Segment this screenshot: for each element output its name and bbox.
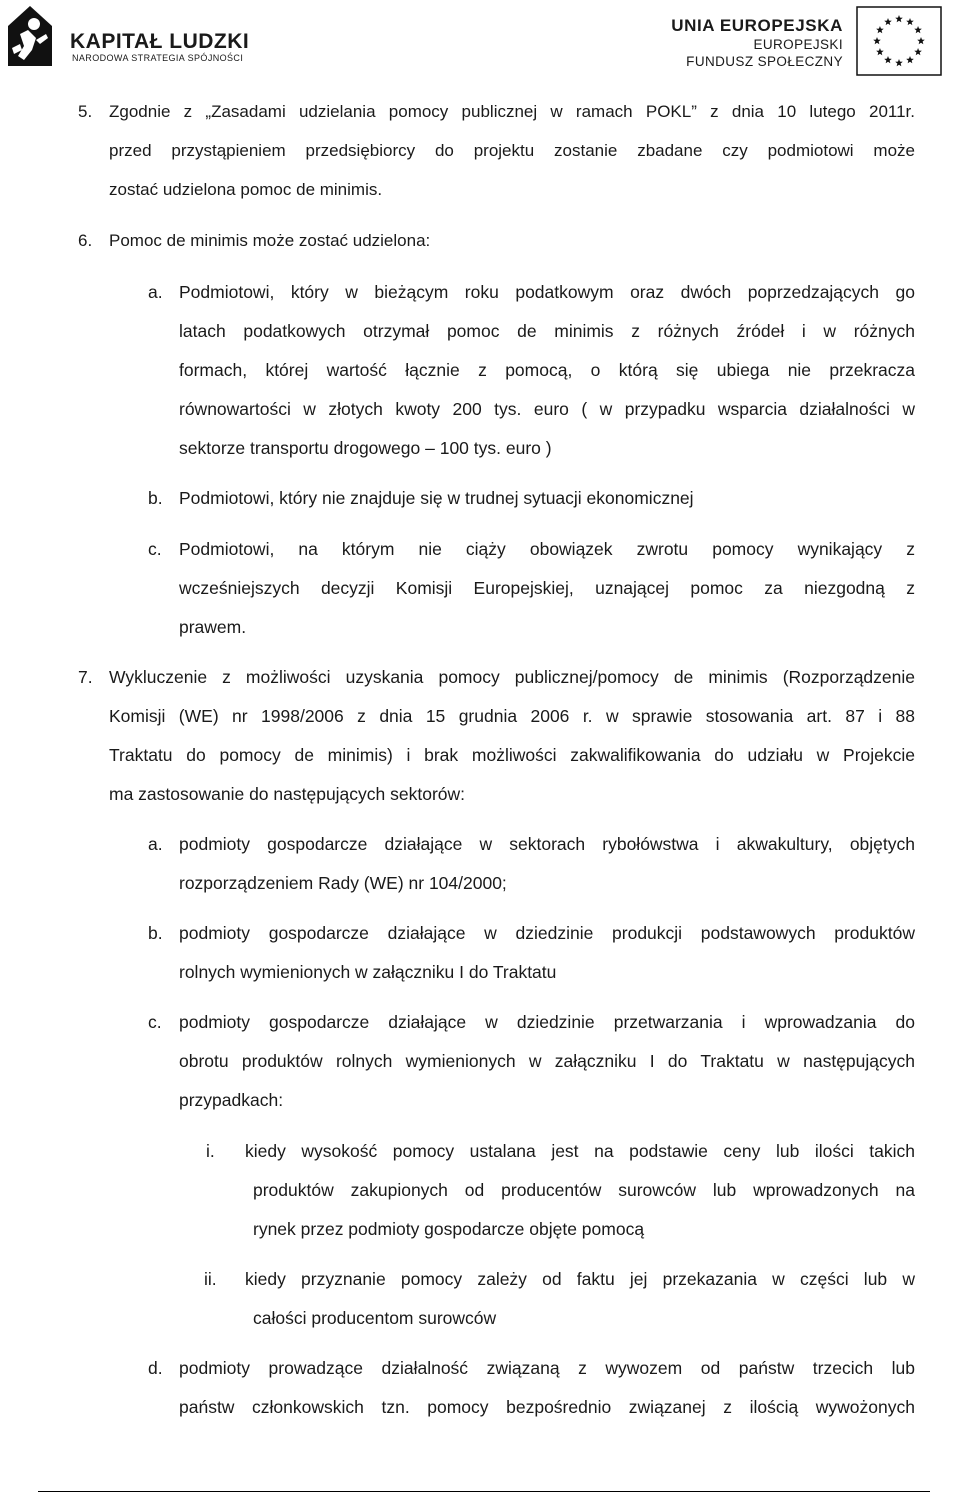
item-6a-marker: a.	[148, 282, 163, 302]
item-7d-line-2: państw członkowskich tzn. pomocy bezpośrednio związanej z ilością wywożonych	[179, 1397, 915, 1417]
item-7-line-1: Wykluczenie z możliwości uzyskania pomocy publicznej/pomocy de minimis (Rozporządzenie	[109, 667, 915, 687]
item-7a-marker: a.	[148, 834, 163, 854]
item-6a-line-2: latach podatkowych otrzymał pomoc de minimis z różnych źródeł i w różnych	[179, 321, 915, 341]
item-6a-line-3: formach, której wartość łącznie z pomocą, o którą się ubiega nie przekracza	[179, 360, 915, 380]
item-7c-line-1: podmioty gospodarcze działające w dziedzinie przetwarzania i wprowadzania do	[179, 1012, 915, 1032]
kapital-ludzki-title: KAPITAŁ LUDZKI	[70, 30, 250, 53]
eu-stars-icon	[856, 6, 942, 76]
footer-divider	[38, 1491, 930, 1492]
item-7a-line-2: rozporządzeniem Rady (WE) nr 104/2000;	[179, 873, 507, 893]
item-7-line-3: Traktatu do pomocy de minimis) i brak możliwości zakwalifikowania do udziału w Projekcie	[109, 745, 915, 765]
item-7-line-2: Komisji (WE) nr 1998/2006 z dnia 15 grudnia 2006 r. w sprawie stosowania art. 87 i 88	[109, 706, 915, 726]
item-5-line-1: Zgodnie z „Zasadami udzielania pomocy publicznej w ramach POKL” z dnia 10 lutego 2011r.	[109, 102, 915, 121]
item-7b-line-2: rolnych wymienionych w załączniku I do Traktatu	[179, 962, 557, 982]
eu-text-block	[671, 16, 843, 70]
item-6c-line-2: wcześniejszych decyzji Komisji Europejskiej, uznającej pomoc za niezgodną z	[179, 578, 915, 598]
item-5-number: 5.	[78, 102, 93, 121]
item-7c-i-line-2: produktów zakupionych od producentów surowców lub wprowadzonych na	[253, 1180, 915, 1200]
item-7-number: 7.	[78, 667, 93, 687]
item-6-line-1: Pomoc de minimis może zostać udzielona:	[109, 231, 431, 250]
item-7c-marker: c.	[148, 1012, 162, 1032]
item-6-number: 6.	[78, 231, 93, 250]
item-7-line-4: ma zastosowanie do następujących sektorów:	[109, 784, 466, 804]
item-5-line-2: przed przystąpieniem przedsiębiorcy do projektu zostanie zbadane czy podmiotowi może	[109, 141, 915, 160]
item-6a-line-5: sektorze transportu drogowego – 100 tys. euro )	[179, 438, 552, 458]
item-5-line-3: zostać udzielona pomoc de minimis.	[109, 180, 383, 199]
item-7c-ii-line-1: kiedy przyznanie pomocy zależy od faktu jej przekazania w części lub w	[245, 1269, 915, 1289]
item-7d-line-1: podmioty prowadzące działalność związaną z wywozem od państw trzecich lub	[179, 1358, 915, 1378]
item-7c-i-line-1: kiedy wysokość pomocy ustalana jest na podstawie ceny lub ilości takich	[245, 1141, 915, 1161]
item-6b-line-1: Podmiotowi, który nie znajduje się w trudnej sytuacji ekonomicznej	[179, 488, 694, 508]
item-7c-ii-marker: ii.	[204, 1269, 217, 1289]
item-7c-line-3: przypadkach:	[179, 1090, 284, 1110]
item-6a-line-1: Podmiotowi, który w bieżącym roku podatkowym oraz dwóch poprzedzających go	[179, 282, 915, 302]
item-7b-line-1: podmioty gospodarcze działające w dziedzinie produkcji podstawowych produktów	[179, 923, 915, 943]
item-7d-marker: d.	[148, 1358, 163, 1378]
item-7a-line-1: podmioty gospodarcze działające w sektorach rybołówstwa i akwakultury, objętych	[179, 834, 915, 854]
item-6b-marker: b.	[148, 488, 163, 508]
item-7c-i-marker: i.	[206, 1141, 215, 1161]
kapital-ludzki-subtitle: NARODOWA STRATEGIA SPÓJNOŚCI	[72, 53, 244, 63]
item-6c-marker: c.	[148, 539, 162, 559]
eu-line1: UNIA EUROPEJSKA	[671, 16, 843, 35]
eu-line2: EUROPEJSKI	[753, 37, 843, 52]
kapital-ludzki-logo-icon	[6, 4, 54, 68]
page-header	[0, 0, 960, 82]
item-6c-line-1: Podmiotowi, na którym nie ciąży obowiązek zwrotu pomocy wynikający z	[179, 539, 915, 559]
item-7c-line-2: obrotu produktów rolnych wymienionych w załączniku I do Traktatu w następujących	[179, 1051, 915, 1071]
item-7c-ii-line-2: całości producentom surowców	[253, 1308, 497, 1328]
eu-line3: FUNDUSZ SPOŁECZNY	[686, 54, 843, 69]
item-7b-marker: b.	[148, 923, 163, 943]
item-6c-line-3: prawem.	[179, 617, 247, 637]
item-6a-line-4: równowartości w złotych kwoty 200 tys. euro ( w przypadku wsparcia działalności w	[179, 399, 915, 419]
item-7c-i-line-3: rynek przez podmioty gospodarcze objęte pomocą	[253, 1219, 645, 1239]
